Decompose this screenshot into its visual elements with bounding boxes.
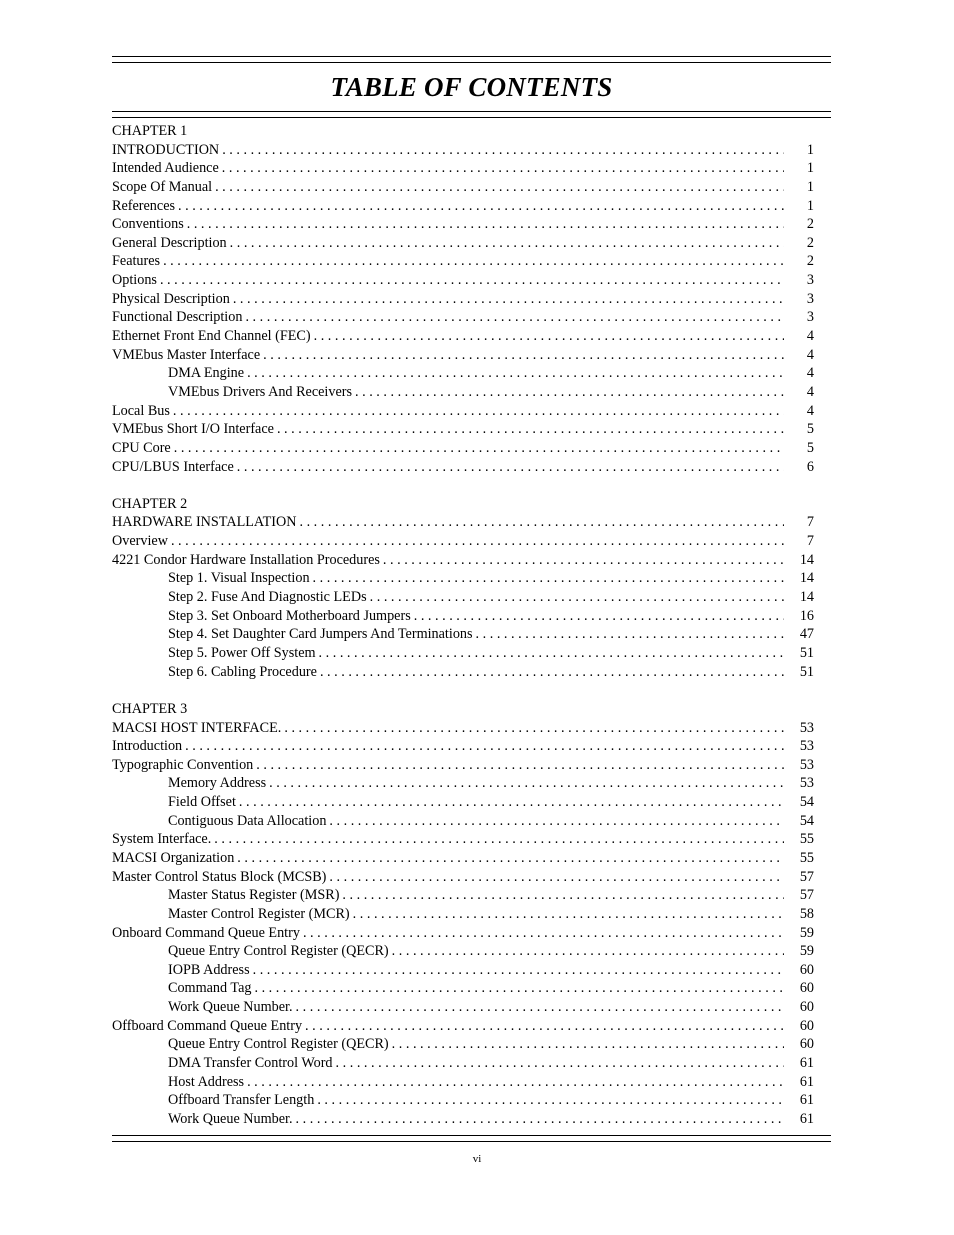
toc-entry[interactable]: [112, 532, 831, 551]
entry-label: Scope Of Manual: [112, 178, 213, 195]
entry-page-number: 60: [799, 999, 814, 1016]
title-rule: [112, 111, 831, 118]
entry-page-number: 55: [799, 831, 814, 848]
toc-subentry[interactable]: [112, 905, 831, 924]
toc-subentry[interactable]: [112, 961, 831, 980]
entry-label: Work Queue Number.: [168, 999, 293, 1016]
dot-leader: [383, 551, 784, 570]
dot-leader: [254, 979, 784, 998]
entry-page-number: 4: [806, 402, 814, 419]
toc-entry[interactable]: [112, 215, 831, 234]
entry-page-number: 3: [806, 309, 814, 326]
dot-leader: [314, 327, 784, 346]
entry-page-number: 7: [806, 514, 814, 531]
entry-label: Contiguous Data Allocation: [168, 812, 327, 829]
dot-leader: [296, 1110, 784, 1129]
dot-leader: [319, 644, 784, 663]
toc-subentry[interactable]: [112, 607, 831, 626]
entry-page-number: 61: [799, 1055, 814, 1072]
dot-leader: [222, 141, 784, 160]
dot-leader: [392, 1035, 784, 1054]
dot-leader: [185, 737, 784, 756]
entry-page-number: 1: [806, 141, 814, 158]
dot-leader: [187, 215, 784, 234]
toc-subentry[interactable]: [112, 383, 831, 402]
entry-page-number: 4: [806, 383, 814, 400]
entry-page-number: 4: [806, 328, 814, 345]
dot-leader: [353, 905, 784, 924]
entry-page-number: 60: [799, 961, 814, 978]
toc-entry[interactable]: [112, 458, 831, 477]
toc-subentry[interactable]: [112, 979, 831, 998]
dot-leader: [214, 830, 784, 849]
entry-label: 4221 Condor Hardware Installation Procedures: [112, 551, 380, 568]
toc-page: [112, 56, 831, 1129]
dot-leader: [370, 588, 784, 607]
entry-page-number: 1: [806, 197, 814, 214]
dot-leader: [355, 383, 784, 402]
dot-leader: [173, 402, 784, 421]
dot-leader: [303, 924, 784, 943]
toc-entry[interactable]: [112, 252, 831, 271]
entry-page-number: 47: [799, 626, 814, 643]
entry-page-number: 3: [806, 272, 814, 289]
entry-page-number: 1: [806, 160, 814, 177]
toc-entry[interactable]: [112, 234, 831, 253]
toc-subentry[interactable]: [112, 1091, 831, 1110]
entry-label: System Interface.: [112, 831, 212, 848]
entry-label: MACSI Organization: [112, 849, 235, 866]
chapter-spacer: [112, 476, 831, 495]
dot-leader: [313, 569, 784, 588]
entry-label: DMA Transfer Control Word: [168, 1055, 333, 1072]
entry-label: Step 3. Set Onboard Motherboard Jumpers: [168, 607, 411, 624]
toc-subentry[interactable]: [112, 644, 831, 663]
dot-leader: [230, 234, 784, 253]
toc-subentry[interactable]: [112, 774, 831, 793]
toc-entry[interactable]: [112, 271, 831, 290]
toc-subentry[interactable]: [112, 998, 831, 1017]
entry-label: VMEbus Master Interface: [112, 346, 261, 363]
entry-label: DMA Engine: [168, 365, 245, 382]
entry-label: General Description: [112, 234, 227, 251]
entry-page-number: 57: [799, 887, 814, 904]
entry-label: CPU/LBUS Interface: [112, 458, 234, 475]
entry-label: Step 1. Visual Inspection: [168, 570, 310, 587]
dot-leader: [178, 197, 784, 216]
entry-label: Physical Description: [112, 290, 230, 307]
entry-label: MACSI HOST INTERFACE.: [112, 719, 282, 736]
chapter-spacer: [112, 681, 831, 700]
toc-entry[interactable]: [112, 420, 831, 439]
top-rule: [112, 56, 831, 63]
entry-label: IOPB Address: [168, 961, 250, 978]
entry-page-number: 5: [806, 421, 814, 438]
toc-entry[interactable]: [112, 924, 831, 943]
entry-label: Local Bus: [112, 402, 170, 419]
dot-leader: [329, 868, 784, 887]
entry-page-number: 51: [799, 644, 814, 661]
entry-page-number: 4: [806, 365, 814, 382]
dot-leader: [277, 420, 784, 439]
entry-page-number: 54: [799, 812, 814, 829]
chapter-heading: CHAPTER 2: [112, 495, 188, 512]
dot-leader: [476, 625, 784, 644]
toc-entry[interactable]: [112, 719, 831, 738]
entry-page-number: 53: [799, 738, 814, 755]
entry-page-number: 55: [799, 849, 814, 866]
dot-leader: [215, 178, 784, 197]
dot-leader: [392, 942, 784, 961]
entry-page-number: 14: [799, 570, 814, 587]
dot-leader: [237, 849, 784, 868]
entry-page-number: 6: [806, 458, 814, 475]
entry-label: Field Offset: [168, 794, 236, 811]
entry-page-number: 60: [799, 980, 814, 997]
entry-label: Command Tag: [168, 980, 252, 997]
dot-leader: [284, 719, 784, 738]
dot-leader: [296, 998, 784, 1017]
entry-page-number: 2: [806, 253, 814, 270]
dot-leader: [233, 290, 784, 309]
dot-leader: [247, 1073, 784, 1092]
entry-page-number: 61: [799, 1073, 814, 1090]
toc-entry[interactable]: [112, 849, 831, 868]
toc-subentry[interactable]: [112, 1035, 831, 1054]
entry-label: Step 4. Set Daughter Card Jumpers And Terminations: [168, 626, 473, 643]
chapter-heading: CHAPTER 3: [112, 700, 188, 717]
entry-page-number: 1: [806, 178, 814, 195]
entry-label: Ethernet Front End Channel (FEC): [112, 328, 311, 345]
toc-entry[interactable]: [112, 737, 831, 756]
entry-page-number: 61: [799, 1092, 814, 1109]
entry-page-number: 5: [806, 439, 814, 456]
entry-label: Master Status Register (MSR): [168, 887, 340, 904]
entry-label: Features: [112, 253, 161, 270]
dot-leader: [237, 458, 784, 477]
page-number: vi: [472, 1153, 482, 1165]
entry-label: Step 6. Cabling Procedure: [168, 663, 317, 680]
toc-subentry[interactable]: [112, 625, 831, 644]
toc-subentry[interactable]: [112, 569, 831, 588]
entry-page-number: 53: [799, 775, 814, 792]
toc-subentry[interactable]: [112, 1073, 831, 1092]
toc-subentry[interactable]: [112, 942, 831, 961]
toc-entry[interactable]: [112, 1017, 831, 1036]
entry-label: References: [112, 197, 176, 214]
entry-label: Master Control Register (MCR): [168, 905, 350, 922]
entry-page-number: 54: [799, 794, 814, 811]
toc-subentry[interactable]: [112, 663, 831, 682]
entry-page-number: 57: [799, 868, 814, 885]
dot-leader: [253, 961, 784, 980]
entry-page-number: 51: [799, 663, 814, 680]
entry-page-number: 2: [806, 234, 814, 251]
entry-label: Offboard Transfer Length: [168, 1092, 315, 1109]
toc-entry[interactable]: [112, 290, 831, 309]
entry-page-number: 59: [799, 943, 814, 960]
dot-leader: [320, 663, 784, 682]
entry-page-number: 59: [799, 924, 814, 941]
toc-entry[interactable]: [112, 551, 831, 570]
toc-subentry[interactable]: [112, 886, 831, 905]
entry-label: VMEbus Short I/O Interface: [112, 421, 274, 438]
dot-leader: [174, 439, 784, 458]
entry-label: Conventions: [112, 216, 184, 233]
entry-label: Overview: [112, 533, 168, 550]
entry-label: Master Control Status Block (MCSB): [112, 868, 327, 885]
entry-label: Work Queue Number.: [168, 1110, 293, 1127]
toc-subentry[interactable]: [112, 1110, 831, 1129]
dot-leader: [414, 607, 784, 626]
toc-entry[interactable]: [112, 513, 831, 532]
entry-label: Offboard Command Queue Entry: [112, 1017, 303, 1034]
entry-label: Introduction: [112, 738, 183, 755]
toc-entry[interactable]: [112, 197, 831, 216]
dot-leader: [263, 346, 784, 365]
entry-page-number: 58: [799, 905, 814, 922]
entry-page-number: 14: [799, 589, 814, 606]
entry-page-number: 4: [806, 346, 814, 363]
entry-label: Step 5. Power Off System: [168, 644, 316, 661]
entry-label: HARDWARE INSTALLATION: [112, 514, 297, 531]
entry-label: Queue Entry Control Register (QECR): [168, 943, 389, 960]
toc-subentry[interactable]: [112, 364, 831, 383]
toc-entry[interactable]: [112, 346, 831, 365]
entry-label: INTRODUCTION: [112, 141, 220, 158]
entry-label: Memory Address: [168, 775, 267, 792]
chapter-heading: CHAPTER 1: [112, 123, 188, 139]
dot-leader: [160, 271, 784, 290]
entry-page-number: 2: [806, 216, 814, 233]
entry-label: Host Address: [168, 1073, 245, 1090]
entry-label: CPU Core: [112, 439, 171, 456]
toc-entry[interactable]: [112, 756, 831, 775]
entry-page-number: 3: [806, 290, 814, 307]
toc-entry[interactable]: [112, 402, 831, 421]
entry-page-number: 61: [799, 1110, 814, 1127]
entry-page-number: 7: [806, 533, 814, 550]
entry-page-number: 60: [799, 1017, 814, 1034]
entry-page-number: 14: [799, 551, 814, 568]
dot-leader: [336, 1054, 784, 1073]
toc-entry[interactable]: [112, 159, 831, 178]
dot-leader: [239, 793, 784, 812]
dot-leader: [269, 774, 784, 793]
entry-page-number: 16: [799, 607, 814, 624]
dot-leader: [222, 159, 784, 178]
dot-leader: [305, 1017, 784, 1036]
entry-label: Intended Audience: [112, 160, 219, 177]
toc-list: [112, 122, 831, 1129]
entry-page-number: 60: [799, 1036, 814, 1053]
entry-label: Onboard Command Queue Entry: [112, 924, 300, 941]
toc-entry[interactable]: [112, 830, 831, 849]
toc-entry[interactable]: [112, 308, 831, 327]
dot-leader: [317, 1091, 784, 1110]
entry-label: Step 2. Fuse And Diagnostic LEDs: [168, 589, 367, 606]
toc-subentry[interactable]: [112, 588, 831, 607]
toc-entry[interactable]: [112, 439, 831, 458]
toc-entry[interactable]: [112, 868, 831, 887]
entry-label: VMEbus Drivers And Receivers: [168, 383, 353, 400]
entry-page-number: 53: [799, 719, 814, 736]
entry-label: Functional Description: [112, 309, 243, 326]
dot-leader: [342, 886, 784, 905]
dot-leader: [256, 756, 784, 775]
toc-subentry[interactable]: [112, 812, 831, 831]
dot-leader: [245, 308, 784, 327]
toc-entry[interactable]: [112, 327, 831, 346]
entry-label: Typographic Convention: [112, 756, 254, 773]
toc-subentry[interactable]: [112, 1054, 831, 1073]
toc-subentry[interactable]: [112, 793, 831, 812]
dot-leader: [171, 532, 784, 551]
entry-label: Options: [112, 272, 157, 289]
dot-leader: [247, 364, 784, 383]
page-title: TABLE OF CONTENTS: [330, 72, 613, 102]
dot-leader: [163, 252, 784, 271]
entry-page-number: 53: [799, 756, 814, 773]
bottom-rule: [112, 1135, 831, 1142]
toc-entry[interactable]: [112, 178, 831, 197]
toc-entry[interactable]: [112, 141, 831, 160]
entry-label: Queue Entry Control Register (QECR): [168, 1036, 389, 1053]
dot-leader: [299, 513, 784, 532]
dot-leader: [329, 812, 784, 831]
